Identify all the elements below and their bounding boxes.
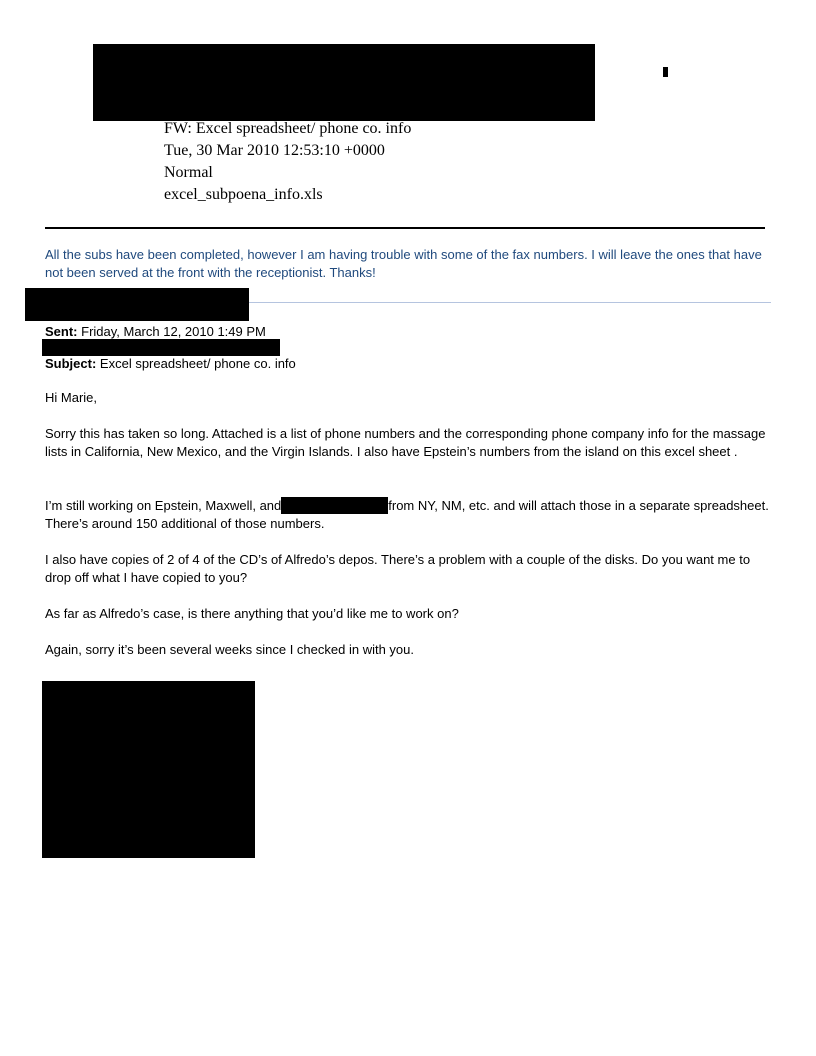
paragraph-4: As far as Alfredo’s case, is there anything that you’d like me to work on? — [45, 606, 459, 621]
original-subject-label: Subject: — [45, 356, 97, 371]
header-attachments-value: excel_subpoena_info.xls — [164, 186, 323, 203]
redaction-signature-block — [42, 681, 255, 858]
paragraph-1: Sorry this has taken so long. Attached is a list of phone numbers and the corresponding phone company info for the massage lists in California, New Mexico, and the Virgin Islands. I also have Epstein’s numbers from the island on this excel sheet . — [45, 426, 766, 459]
paragraph-5: Again, sorry it’s been several weeks since I checked in with you. — [45, 642, 414, 657]
redaction-to-line — [42, 339, 280, 356]
redaction-block-header — [93, 44, 595, 121]
header-importance-value: Normal — [164, 164, 213, 181]
redaction-from-line — [25, 288, 249, 321]
original-subject-row — [45, 355, 296, 373]
redaction-mark-small — [663, 67, 668, 77]
header-date-value: Tue, 30 Mar 2010 12:53:10 +0000 — [164, 142, 385, 159]
paragraph-2-start: I’m still working on Epstein, Maxwell, and — [45, 498, 282, 513]
sent-value: Friday, March 12, 2010 1:49 PM — [81, 324, 266, 339]
paragraph-3: I also have copies of 2 of 4 of the CD’s of Alfredo’s depos. There’s a problem with a couple of the disks. Do you want me to drop off what I have copied to you? — [45, 552, 751, 585]
original-subject-value: Excel spreadsheet/ phone co. info — [99, 356, 296, 371]
redaction-inline-name — [281, 497, 388, 514]
paragraph-2 — [45, 497, 771, 533]
reply-message: All the subs have been completed, however I am having trouble with some of the fax numbers. I will leave the ones that have not been served at the front with the receptionist. Thanks! — [45, 247, 762, 280]
greeting: Hi Marie, — [45, 390, 98, 405]
header-subject-value: FW: Excel spreadsheet/ phone co. info — [164, 120, 412, 137]
sent-label: Sent: — [45, 324, 78, 339]
header-divider — [45, 227, 765, 229]
paragraph-2-end: from NY, NM, etc. and will attach those in a separate spreadsheet. There’s around 150 additional of those numbers. — [45, 498, 769, 531]
